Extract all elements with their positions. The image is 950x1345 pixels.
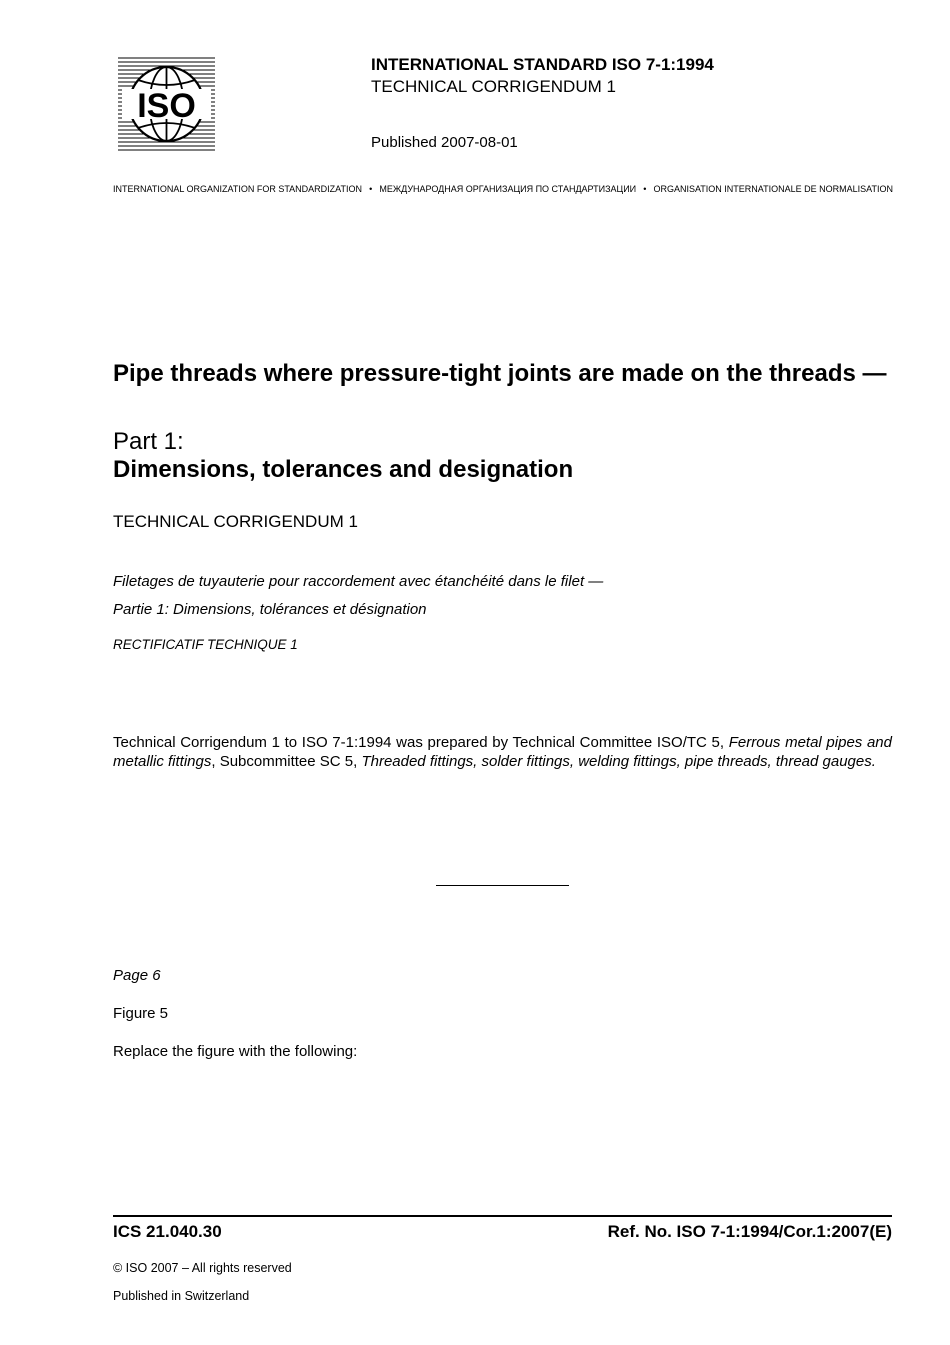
- part-title: Dimensions, tolerances and designation: [113, 456, 574, 483]
- correction-instruction: Replace the figure with the following:: [113, 1043, 358, 1060]
- foreword-text-mid: , Subcommittee SC 5,: [211, 752, 362, 770]
- part-number: Part 1:: [113, 428, 184, 455]
- section-separator: [436, 885, 569, 886]
- reference-number: Ref. No. ISO 7-1:1994/Cor.1:2007(E): [607, 1222, 892, 1241]
- corrigendum-subtitle: TECHNICAL CORRIGENDUM 1: [371, 77, 616, 96]
- organization-line: [113, 184, 893, 195]
- subcommittee-title: Threaded fittings, solder fittings, welding fittings, pipe threads, thread gauges.: [361, 752, 876, 770]
- iso-logo-text: ISO: [137, 87, 196, 125]
- copyright-notice: © ISO 2007 – All rights reserved: [113, 1261, 292, 1275]
- publication-date: Published 2007-08-01: [371, 134, 518, 151]
- ics-code: ICS 21.040.30: [113, 1222, 222, 1241]
- org-separator: •: [643, 184, 647, 194]
- foreword-text: Technical Corrigendum 1 to ISO 7-1:1994 was prepared by Technical Committee ISO/TC 5,: [113, 734, 729, 751]
- committee-title: Ferrous metal pipes and metallic fittings: [113, 734, 892, 770]
- corrigendum-label: TECHNICAL CORRIGENDUM 1: [113, 512, 358, 531]
- french-corrigendum-label: RECTIFICATIF TECHNIQUE 1: [113, 637, 298, 652]
- french-title: Filetages de tuyauterie pour raccordement avec étanchéité dans le filet —: [113, 573, 604, 590]
- org-separator: •: [369, 184, 373, 194]
- published-in: Published in Switzerland: [113, 1289, 250, 1303]
- org-name-fr: ORGANISATION INTERNATIONALE DE NORMALISATION: [653, 184, 893, 194]
- org-name-en: INTERNATIONAL ORGANIZATION FOR STANDARDIZATION: [113, 184, 363, 194]
- iso-logo: [118, 56, 215, 152]
- page-reference: Page 6: [113, 967, 161, 984]
- standard-title: INTERNATIONAL STANDARD ISO 7-1:1994: [371, 55, 714, 74]
- footer-rule: [113, 1215, 892, 1217]
- document-title: Pipe threads where pressure-tight joints are made on the threads —: [113, 360, 887, 387]
- org-name-ru: МЕЖДУНАРОДНАЯ ОРГАНИЗАЦИЯ ПО СТАНДАРТИЗАЦИИ: [379, 184, 637, 194]
- french-part-title: Partie 1: Dimensions, tolérances et désignation: [113, 601, 427, 618]
- foreword-paragraph: [113, 734, 892, 771]
- figure-reference: Figure 5: [113, 1005, 169, 1022]
